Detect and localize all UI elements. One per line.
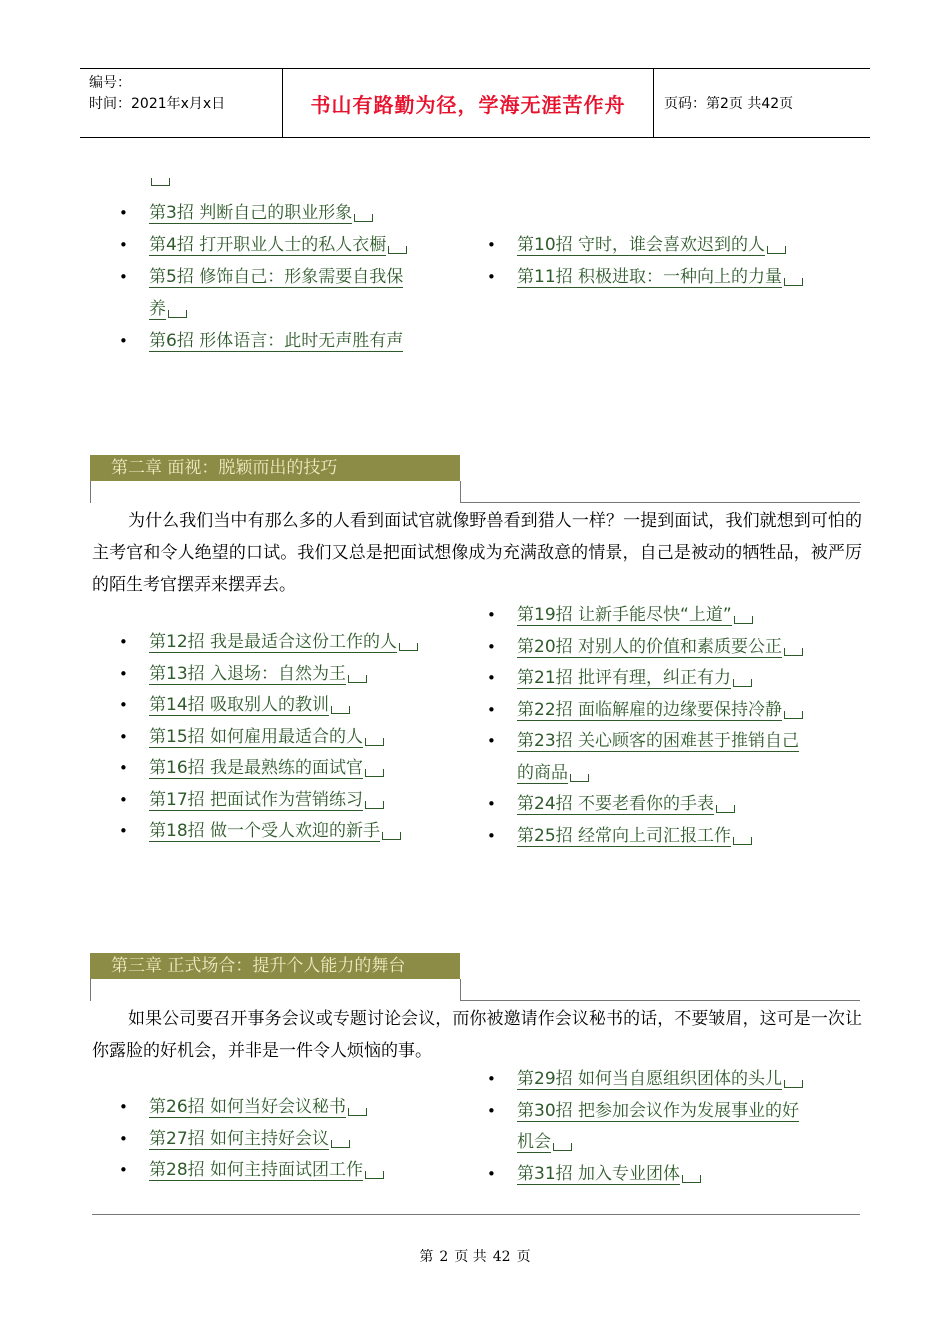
toc-link[interactable]: 第21招 批评有理，纠正有力 xyxy=(517,668,732,688)
toc-link[interactable]: 第29招 如何当自愿组织团体的头儿 xyxy=(517,1069,783,1089)
toc-entry[interactable] xyxy=(487,1068,803,1090)
link-marker-icon xyxy=(682,1175,701,1183)
toc-link[interactable]: 第4招 打开职业人士的私人衣橱 xyxy=(149,235,387,255)
footer-divider xyxy=(92,1214,860,1215)
toc-entry-continuation[interactable] xyxy=(517,762,589,784)
toc-entry[interactable] xyxy=(487,234,786,256)
link-marker-icon xyxy=(348,1108,367,1116)
chapter3-paragraph: 如果公司要召开事务会议或专题讨论会议，而你被邀请作会议秘书的话，不要皱眉，这可是一次让你露脸的好机会，并非是一件令人烦恼的事。 xyxy=(92,1009,862,1061)
toc-link[interactable]: 第5招 修饰自己：形象需要自我保 xyxy=(149,267,404,287)
toc-entry[interactable] xyxy=(487,1163,701,1185)
toc-link[interactable]: 第3招 判断自己的职业形象 xyxy=(149,203,353,223)
bullet-icon: • xyxy=(119,696,128,714)
number-label: 编号： xyxy=(89,75,131,91)
toc-entry[interactable] xyxy=(119,694,350,716)
toc-entry[interactable] xyxy=(487,667,752,689)
toc-entry[interactable] xyxy=(119,330,404,352)
bullet-icon: • xyxy=(487,795,496,813)
toc-entry[interactable] xyxy=(487,793,735,815)
header-meta xyxy=(80,69,282,137)
page-footer: 第 2 页 共 42 页 xyxy=(419,1249,531,1265)
bullet-icon: • xyxy=(119,236,128,254)
link-marker-icon xyxy=(354,214,373,222)
toc-link[interactable]: 第14招 吸取别人的教训 xyxy=(149,695,330,715)
bullet-icon: • xyxy=(119,268,128,286)
toc-link[interactable]: 第27招 如何主持好会议 xyxy=(149,1128,330,1149)
toc-entry[interactable] xyxy=(119,202,373,224)
toc-link[interactable]: 第24招 不要老看你的手表 xyxy=(517,794,715,814)
bullet-icon: • xyxy=(487,669,496,687)
toc-entry[interactable] xyxy=(119,631,418,653)
toc-link[interactable]: 第20招 对别人的价值和素质要公正 xyxy=(517,636,783,657)
link-marker-icon xyxy=(784,711,803,719)
bullet-icon: • xyxy=(487,1101,496,1120)
bullet-icon: • xyxy=(487,1070,496,1088)
toc-link[interactable]: 第10招 守时，谁会喜欢迟到的人 xyxy=(517,235,766,255)
bullet-icon: • xyxy=(487,732,496,750)
toc-entry[interactable] xyxy=(119,757,384,779)
bullet-icon: • xyxy=(119,1129,128,1148)
toc-entry[interactable] xyxy=(119,266,404,288)
chapter3-frame xyxy=(90,979,860,1001)
bullet-icon: • xyxy=(487,606,496,624)
bullet-icon: • xyxy=(119,1098,128,1116)
link-marker-icon xyxy=(365,738,384,746)
toc-link[interactable]: 第26招 如何当好会议秘书 xyxy=(149,1097,347,1117)
toc-link[interactable]: 的商品 xyxy=(517,762,568,783)
header-page-label: 页码：第2页 共42页 xyxy=(664,96,794,112)
bullet-icon: • xyxy=(119,1161,128,1179)
toc-entry[interactable] xyxy=(487,266,803,288)
chapter2-paragraph: 为什么我们当中有那么多的人看到面试官就像野兽看到猎人一样？一提到面试，我们就想到可怕的主考官和令人绝望的口试。我们又总是把面试想像成为充满敌意的情景，自己是被动的牺牲品，被严厉的陌生考官摆弄来摆弄去。 xyxy=(92,511,862,595)
bullet-icon: • xyxy=(487,1164,496,1183)
toc-entry[interactable] xyxy=(119,1096,367,1118)
link-marker-icon xyxy=(388,246,407,254)
toc-link[interactable]: 第16招 我是最熟练的面试官 xyxy=(149,758,364,778)
toc-link[interactable]: 第11招 积极进取：一种向上的力量 xyxy=(517,267,783,287)
link-marker-icon xyxy=(784,648,803,656)
toc-link[interactable]: 第17招 把面试作为营销练习 xyxy=(149,789,364,810)
toc-link[interactable]: 第22招 面临解雇的边缘要保持冷静 xyxy=(517,699,783,720)
link-marker-icon xyxy=(331,706,350,714)
bullet-icon: • xyxy=(119,822,128,840)
toc-link[interactable]: 第28招 如何主持面试团工作 xyxy=(149,1160,364,1180)
link-marker-icon xyxy=(716,805,735,813)
link-marker-icon xyxy=(331,1140,350,1148)
bullet-icon: • xyxy=(119,633,128,651)
toc-entry[interactable] xyxy=(487,636,803,658)
toc-entry[interactable] xyxy=(119,1128,350,1150)
link-marker-icon xyxy=(348,675,367,683)
toc-link[interactable]: 第15招 如何雇用最适合的人 xyxy=(149,726,364,747)
link-marker-icon xyxy=(168,310,187,318)
toc-link[interactable]: 机会 xyxy=(517,1132,551,1152)
link-marker-icon xyxy=(382,832,401,840)
chapter3-title: 第三章 正式场合：提升个人能力的舞台 xyxy=(90,953,460,979)
toc-link[interactable]: 第31招 加入专业团体 xyxy=(517,1163,681,1184)
link-marker-icon xyxy=(399,643,418,651)
toc-link[interactable]: 养 xyxy=(149,299,166,319)
toc-entry[interactable] xyxy=(487,1100,800,1122)
link-marker-icon xyxy=(734,616,753,624)
chapter2-title: 第二章 面视：脱颖而出的技巧 xyxy=(90,455,460,481)
toc-link[interactable]: 第30招 把参加会议作为发展事业的好 xyxy=(517,1100,800,1121)
toc-link[interactable]: 第6招 形体语言：此时无声胜有声 xyxy=(149,331,404,351)
link-marker-icon xyxy=(365,1171,384,1179)
link-marker-icon xyxy=(733,679,752,687)
page-header xyxy=(80,68,870,138)
toc-entry[interactable] xyxy=(119,1159,384,1181)
toc-entry-continuation[interactable] xyxy=(517,1131,572,1153)
chapter2-frame xyxy=(90,481,860,503)
toc-entry[interactable] xyxy=(487,825,752,847)
link-marker-icon xyxy=(784,1080,803,1088)
bullet-icon: • xyxy=(119,332,128,350)
toc-entry[interactable] xyxy=(119,726,384,748)
link-marker-icon xyxy=(151,178,170,186)
link-marker-icon xyxy=(784,278,803,286)
toc-entry[interactable] xyxy=(487,699,803,721)
toc-entry-continuation[interactable] xyxy=(149,298,187,320)
toc-link[interactable]: 第25招 经常向上司汇报工作 xyxy=(517,825,732,846)
link-marker-icon xyxy=(570,774,589,782)
toc-entry[interactable] xyxy=(119,820,401,842)
bullet-icon: • xyxy=(487,236,496,254)
toc-entry[interactable] xyxy=(487,604,753,626)
bullet-icon: • xyxy=(487,826,496,845)
bullet-icon: • xyxy=(119,664,128,683)
link-marker-icon xyxy=(767,246,786,254)
bullet-icon: • xyxy=(119,727,128,746)
bullet-icon: • xyxy=(487,700,496,719)
link-marker-icon xyxy=(733,837,752,845)
toc-link[interactable]: 第19招 让新手能尽快“上道” xyxy=(517,605,732,625)
toc-link[interactable]: 第23招 关心顾客的困难甚于推销自己 xyxy=(517,731,800,751)
link-marker-icon xyxy=(365,769,384,777)
toc-link[interactable]: 第12招 我是最适合这份工作的人 xyxy=(149,632,398,652)
toc-entry[interactable] xyxy=(119,234,407,256)
toc-link[interactable]: 第13招 入退场：自然为王 xyxy=(149,663,347,684)
toc-entry[interactable] xyxy=(119,789,384,811)
link-marker-icon xyxy=(553,1143,572,1151)
header-motto: 书山有路勤为径，学海无涯苦作舟 xyxy=(282,69,654,137)
toc-link[interactable]: 第18招 做一个受人欢迎的新手 xyxy=(149,821,381,841)
link-marker-icon xyxy=(365,801,384,809)
toc-entry[interactable] xyxy=(487,730,800,752)
bullet-icon: • xyxy=(119,759,128,777)
time-label: 时间：2021年x月x日 xyxy=(89,96,226,112)
bullet-icon: • xyxy=(119,790,128,809)
toc-entry[interactable] xyxy=(119,663,367,685)
bullet-icon: • xyxy=(487,268,496,286)
bullet-icon: • xyxy=(119,204,128,222)
bullet-icon: • xyxy=(487,637,496,656)
